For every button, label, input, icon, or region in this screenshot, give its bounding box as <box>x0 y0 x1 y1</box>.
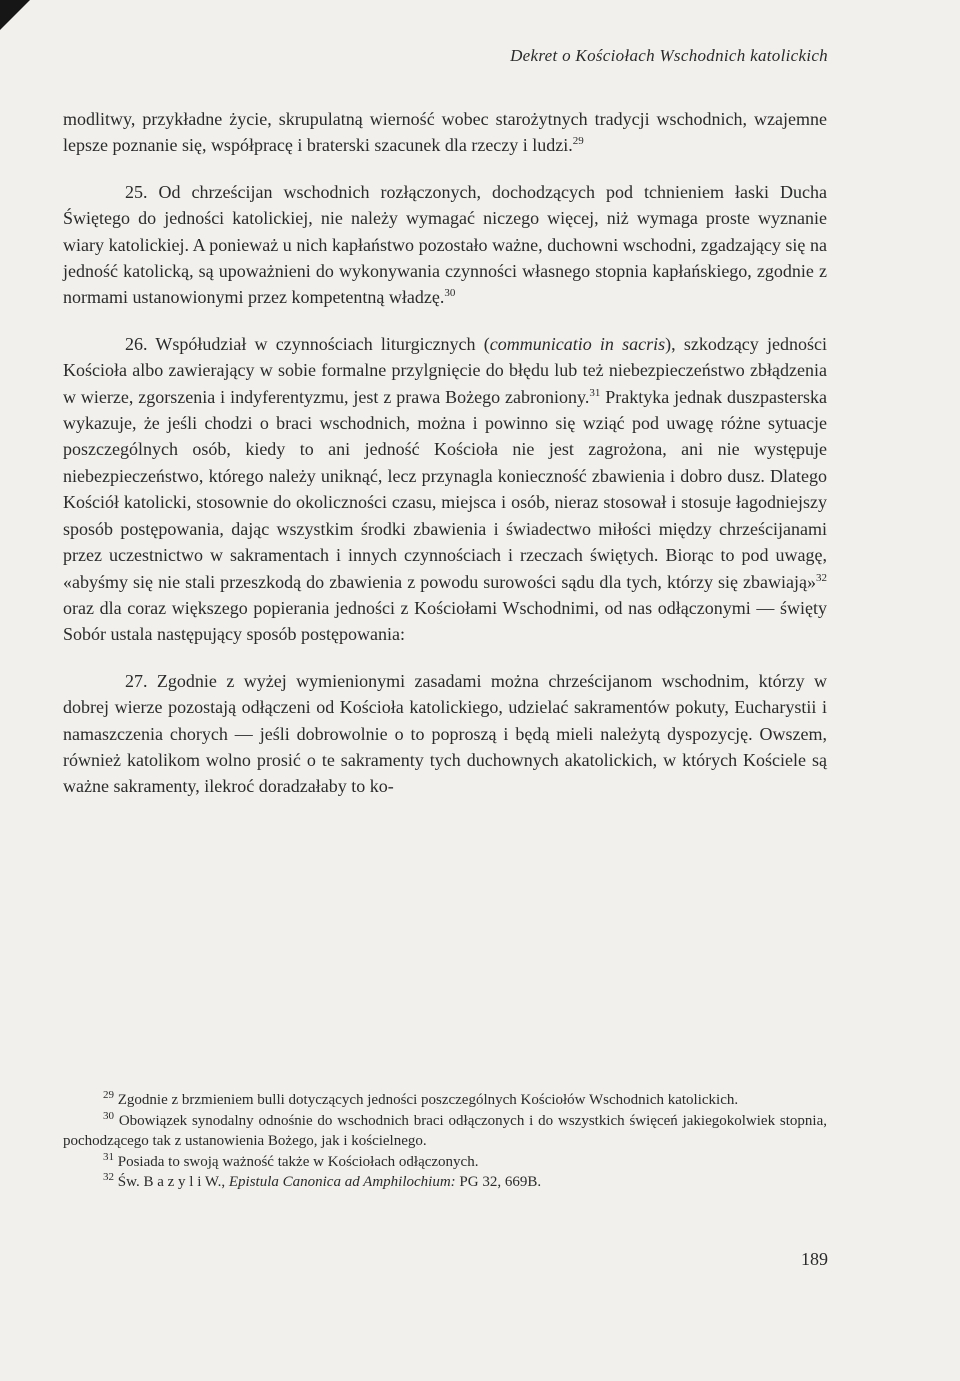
paragraph-text: Współudział w czynnościach liturgicznych ( <box>155 333 490 354</box>
paragraph-text: Od chrześcijan wschodnich rozłączonych, dochodzących pod tchnieniem łaski Ducha Świętego do jedności katolickiej, nie należy wymagać niczego więcej, niż wymaga proste wyznanie wiary katolickiej. A ponieważ u nich kapłaństwo pozostało ważne, duchowni wschodni, zgadzający się na jedność katolicką, są upoważnieni do wykonywania czynności własnego stopnia kapłańskiego, zgodnie z normami ustanowionymi przez kompetentną władzę. <box>63 181 828 308</box>
paragraph-text: oraz dla coraz większego popierania jedności z Kościołami Wschodnimi, od nas odłączonymi — święty Sobór ustala następujący sposób postępowania: <box>63 597 827 645</box>
paragraph-text: ), szkodzący jedności Kościoła albo zawierający w sobie formalne przylgnięcie do błędu lub też niebezpieczeństwo zbłądzenia w wierze, zgorszenia i indyferentyzmu, jest z prawa Bożego zabroniony. <box>63 333 827 407</box>
main-text <box>63 106 827 800</box>
footnote-ref: 31 <box>589 386 601 399</box>
footnote-number: 29 <box>103 1089 114 1101</box>
paragraph-27 <box>63 668 827 800</box>
paragraph-text: Zgodnie z wyżej wymienionymi zasadami można chrześcijanom wschodnim, którzy w dobrej wierze pozostają odłączeni od Kościoła katolickiego, udzielać sakramentów pokuty, Eucharystii i namaszczenia chorych — jeśli dobrowolnie o to poproszą i będą mieli należytą dyspozycję. Owszem, również katolikom wolno prosić o te sakramenty tych duchownych akatolickich, w których Kościele są ważne sakramenty, ilekroć doradzałaby to ko- <box>63 670 827 797</box>
paragraph-26 <box>63 331 827 648</box>
footnote-31 <box>63 1152 827 1173</box>
footnote-number: 31 <box>103 1150 114 1163</box>
paragraph-number: 25. <box>125 181 148 202</box>
footnote-text: PG 32, 669B. <box>455 1174 542 1190</box>
footnote-number: 30 <box>103 1109 114 1122</box>
footnotes <box>63 1090 827 1193</box>
latin-term: communicatio in sacris <box>489 333 666 354</box>
footnote-text: Posiada to swoją ważność także w Kościołach odłączonych. <box>117 1153 479 1170</box>
footnote-30 <box>63 1111 827 1152</box>
footnote-ref: 32 <box>816 571 827 584</box>
footnote-text: Św. B a z y l i W., <box>117 1174 229 1190</box>
footnote-ref: 30 <box>444 287 456 300</box>
page-number: 189 <box>801 1249 828 1269</box>
footnote-29 <box>63 1090 827 1111</box>
paragraph-text: Praktyka jednak duszpasterska wykazuje, że jeśli chodzi o braci wschodnich, można i powinno się wziąć pod uwagę różne sytuacje poszczególnych osób, kiedy to ani jedność Kościoła nie jest zagrożona, ani nie występuje niebezpieczeństwo, którego należy uniknąć, lecz przynagla konieczność zbawienia i dobro dusz. Dlatego Kościół katolicki, stosownie do okoliczności czasu, miejsca i osób, nieraz stosował i stosuje łagodniejszy sposób postępowania, dając wszystkim środki zbawienia i świadectwo miłości między chrześcijanami przez uczestnictwo w sakramentach i innych czynnościach i rzeczach świętych. Biorąc to pod uwagę, «abyśmy się nie stali przeszkodą do zbawienia z powodu surowości sądu dla tych, którzy się zbawiają» <box>63 386 827 592</box>
paragraph-number: 26. <box>125 333 148 354</box>
scan-corner-shadow <box>0 0 30 30</box>
paragraph-25 <box>63 179 827 311</box>
footnote-number: 32 <box>103 1171 114 1183</box>
paragraph-text: modlitwy, przykładne życie, skrupulatną wierność wobec starożytnych tradycji wschodnich, wzajemne lepsze poznanie się, współpracę i braterski szacunek dla rzeczy i ludzi. <box>63 109 827 156</box>
footnote-32 <box>63 1172 827 1193</box>
paragraph-continuation <box>63 106 827 159</box>
footnote-text: Obowiązek synodalny odnośnie do wschodnich braci odłączonych i do wszystkich święceń jakiegokolwiek stopnia, pochodzącego tak z ustanowienia Bożego, jak i kościelnego. <box>63 1112 827 1149</box>
footnote-citation-title: Epistula Canonica ad Amphilochium: <box>228 1174 456 1190</box>
running-head: Dekret o Kościołach Wschodnich katolickich <box>510 46 828 65</box>
footnote-ref: 29 <box>572 135 584 148</box>
footnote-text: Zgodnie z brzmieniem bulli dotyczących jedności poszczególnych Kościołów Wschodnich katolickich. <box>117 1092 739 1108</box>
paragraph-number: 27. <box>125 670 148 691</box>
